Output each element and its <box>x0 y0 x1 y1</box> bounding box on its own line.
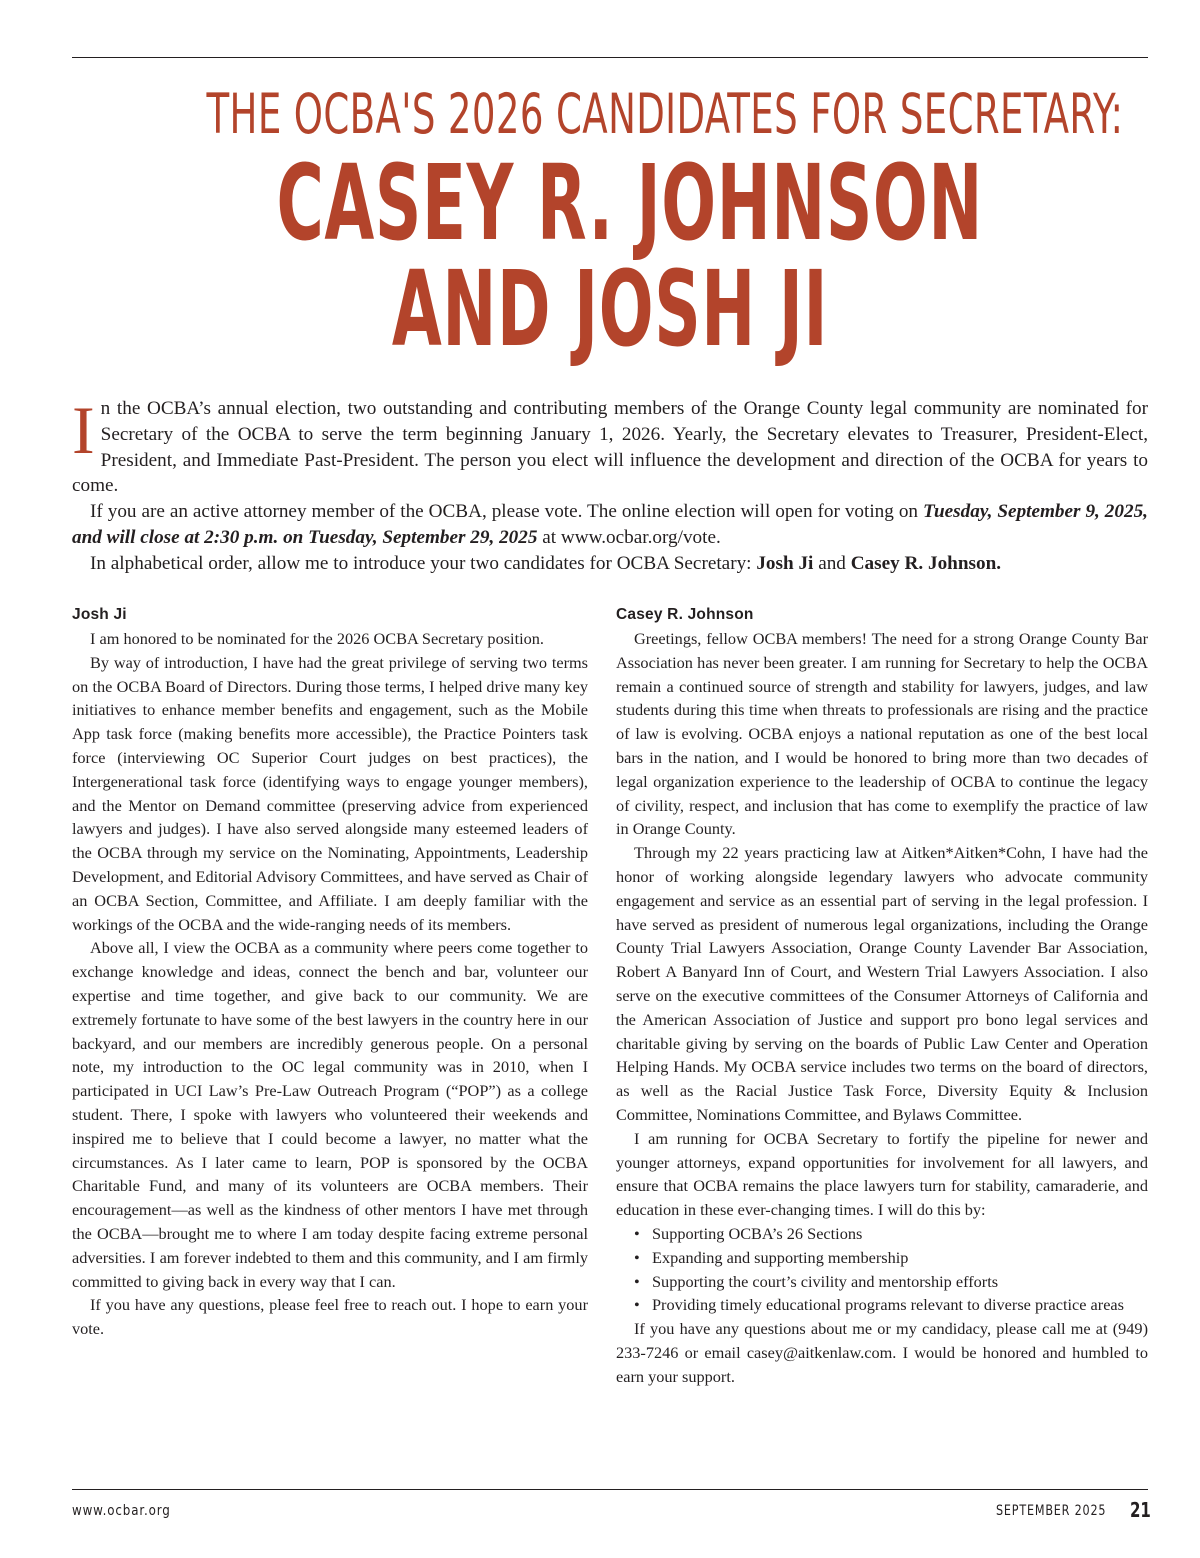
intro-paragraph-2 <box>72 499 1148 551</box>
intro-p3-start: In alphabetical order, allow me to introduce your two candidates for OCBA Secretary: <box>90 552 757 574</box>
intro-paragraph-1-text: n the OCBA’s annual election, two outstanding and contributing members of the Orange County legal community are nominated for Secretary of the OCBA to serve the term beginning January 1, 2026. Yearly, the Secretary elevates to Treasurer, President-Elect, President, and Immediate Past-President. The person you elect will influence the development and direction of the OCBA for years to come. <box>72 398 1148 497</box>
casey-paragraph: I am running for OCBA Secretary to fortify the pipeline for newer and younger attorneys, expand opportunities for involvement for all lawyers, and ensure that OCBA remains the place lawyers turn for stability, camaraderie, and education in these ever-changing times. I will do this by: <box>616 1128 1148 1220</box>
article-kicker: THE OCBA'S 2026 CANDIDATES FOR SECRETARY: <box>206 82 1124 146</box>
bullet-item: • Supporting OCBA’s 26 Sections <box>652 1222 1148 1246</box>
headline-line-2: AND JOSH JI <box>391 248 829 370</box>
intro-p3-and: and <box>813 552 851 574</box>
intro-candidate-2: Casey R. Johnson. <box>850 552 1002 574</box>
headline-line-1: CASEY R. JOHNSON <box>276 142 983 264</box>
bottom-rule <box>72 1489 1148 1490</box>
casey-closing: If you have any questions about me or my candidacy, please call me at (949) 233-7246 or email casey@aitkenlaw.com. I would be honored and humbled to earn your support. <box>616 1319 1148 1386</box>
casey-bullet-list <box>616 1222 1148 1317</box>
casey-paragraph: Greetings, fellow OCBA members! The need for a strong Orange County Bar Association has never been greater. I am running for Secretary to help the OCBA remain a continued source of strength and stability for lawyers, judges, and law students during this time when threats to professionals are rising and the practice of law is evolving. OCBA enjoys a national reputation as one of the best local bars in the nation, and I would be honored to bring more than two decades of legal organization experience to the leadership of OCBA to continue the legacy of civility, respect, and inclusion that has come to exemplify the practice of law in Orange County. <box>616 629 1148 839</box>
footer-url[interactable]: www.ocbar.org <box>72 1503 171 1519</box>
josh-paragraph: If you have any questions, please feel free to reach out. I hope to earn your vote. <box>72 1295 588 1339</box>
drop-cap: I <box>72 392 95 468</box>
bullet-item: • Providing timely educational programs relevant to diverse practice areas <box>652 1293 1148 1317</box>
intro-p2-start: If you are an active attorney member of the OCBA, please vote. The online election will open for voting on <box>90 501 923 523</box>
intro-candidate-1: Josh Ji <box>756 552 814 574</box>
intro-paragraph-1 <box>72 392 1148 499</box>
josh-ji-column <box>72 604 588 1341</box>
page-number: 21 <box>1130 1498 1151 1522</box>
josh-paragraph: By way of introduction, I have had the great privilege of serving two terms on the OCBA Board of Directors. During those terms, I helped drive many key initiatives to enhance member benefits and engagement, such as the Mobile App task force (making benefits more accessible), the Practice Pointers task force (interviewing OC Superior Court judges on best practices), the Intergenerational task force (identifying ways to engage younger members), and the Mentor on Demand committee (preserving advice from experienced lawyers and judges). I have also served alongside many esteemed leaders of the OCBA through my service on the Nominating, Appointments, Leadership Development, and Editorial Advisory Committees, and have served as Chair of an OCBA Section, Committee, and Affiliate. I am deeply familiar with the workings of the OCBA and the wide-ranging needs of its members. <box>72 652 588 934</box>
casey-johnson-heading: Casey R. Johnson <box>616 606 754 623</box>
casey-paragraph: Through my 22 years practicing law at Aitken*Aitken*Cohn, I have had the honor of working alongside legendary lawyers who advocate community engagement and service as an essential part of serving in the legal profession. I have served as president of numerous legal organizations, including the Orange County Trial Lawyers Association, Orange County Lavender Bar Association, Robert A Banyard Inn of Court, and Western Trial Lawyers Association. I also serve on the executive committees of the Consumer Attorneys of California and the American Association of Justice and support pro bono legal services and charitable giving by serving on the boards of Public Law Center and Operation Helping Hands. My OCBA service includes two terms on the board of directors, as well as the Racial Justice Task Force, Diversity Equity & Inclusion Committee, Nominations Committee, and Bylaws Committee. <box>616 843 1148 1124</box>
bullet-item: • Expanding and supporting membership <box>652 1246 1148 1270</box>
josh-ji-heading: Josh Ji <box>72 606 127 623</box>
election-dates: Tuesday, September 9, 2025, and will close at 2:30 p.m. on Tuesday, September 29, 2025 <box>72 501 1148 548</box>
article-headline <box>276 142 983 370</box>
casey-johnson-column <box>616 604 1148 1389</box>
intro-p2-end: at www.ocbar.org/vote. <box>537 526 721 548</box>
footer-issue-date: SEPTEMBER 2025 <box>996 1503 1107 1519</box>
josh-paragraph: Above all, I view the OCBA as a community where peers come together to exchange knowledge and ideas, connect the bench and bar, volunteer our expertise and time together, and give back to our community. We are extremely fortunate to have some of the best lawyers in the country here in our backyard, and our members are incredibly generous people. On a personal note, my introduction to the OC legal community was in 2010, when I participated in UCI Law’s Pre-Law Outreach Program (“POP”) as a college student. There, I spoke with lawyers who volunteered their weekends and inspired me to believe that I could become a lawyer, no matter what the circumstances. As I later came to learn, POP is sponsored by the OCBA Charitable Fund, and many of its volunteers are OCBA members. Their encouragement—as well as the kindness of other mentors I have met through the OCBA—brought me to where I am today despite facing extreme personal adversities. I am forever indebted to them and this community, and I am firmly committed to giving back in every way that I can. <box>72 938 588 1291</box>
intro-paragraph-3 <box>72 551 1148 577</box>
intro-section <box>72 392 1148 577</box>
bullet-item: • Supporting the court’s civility and mentorship efforts <box>652 1270 1148 1294</box>
top-rule <box>72 57 1148 58</box>
josh-paragraph: I am honored to be nominated for the 2026 OCBA Secretary position. <box>90 629 544 648</box>
